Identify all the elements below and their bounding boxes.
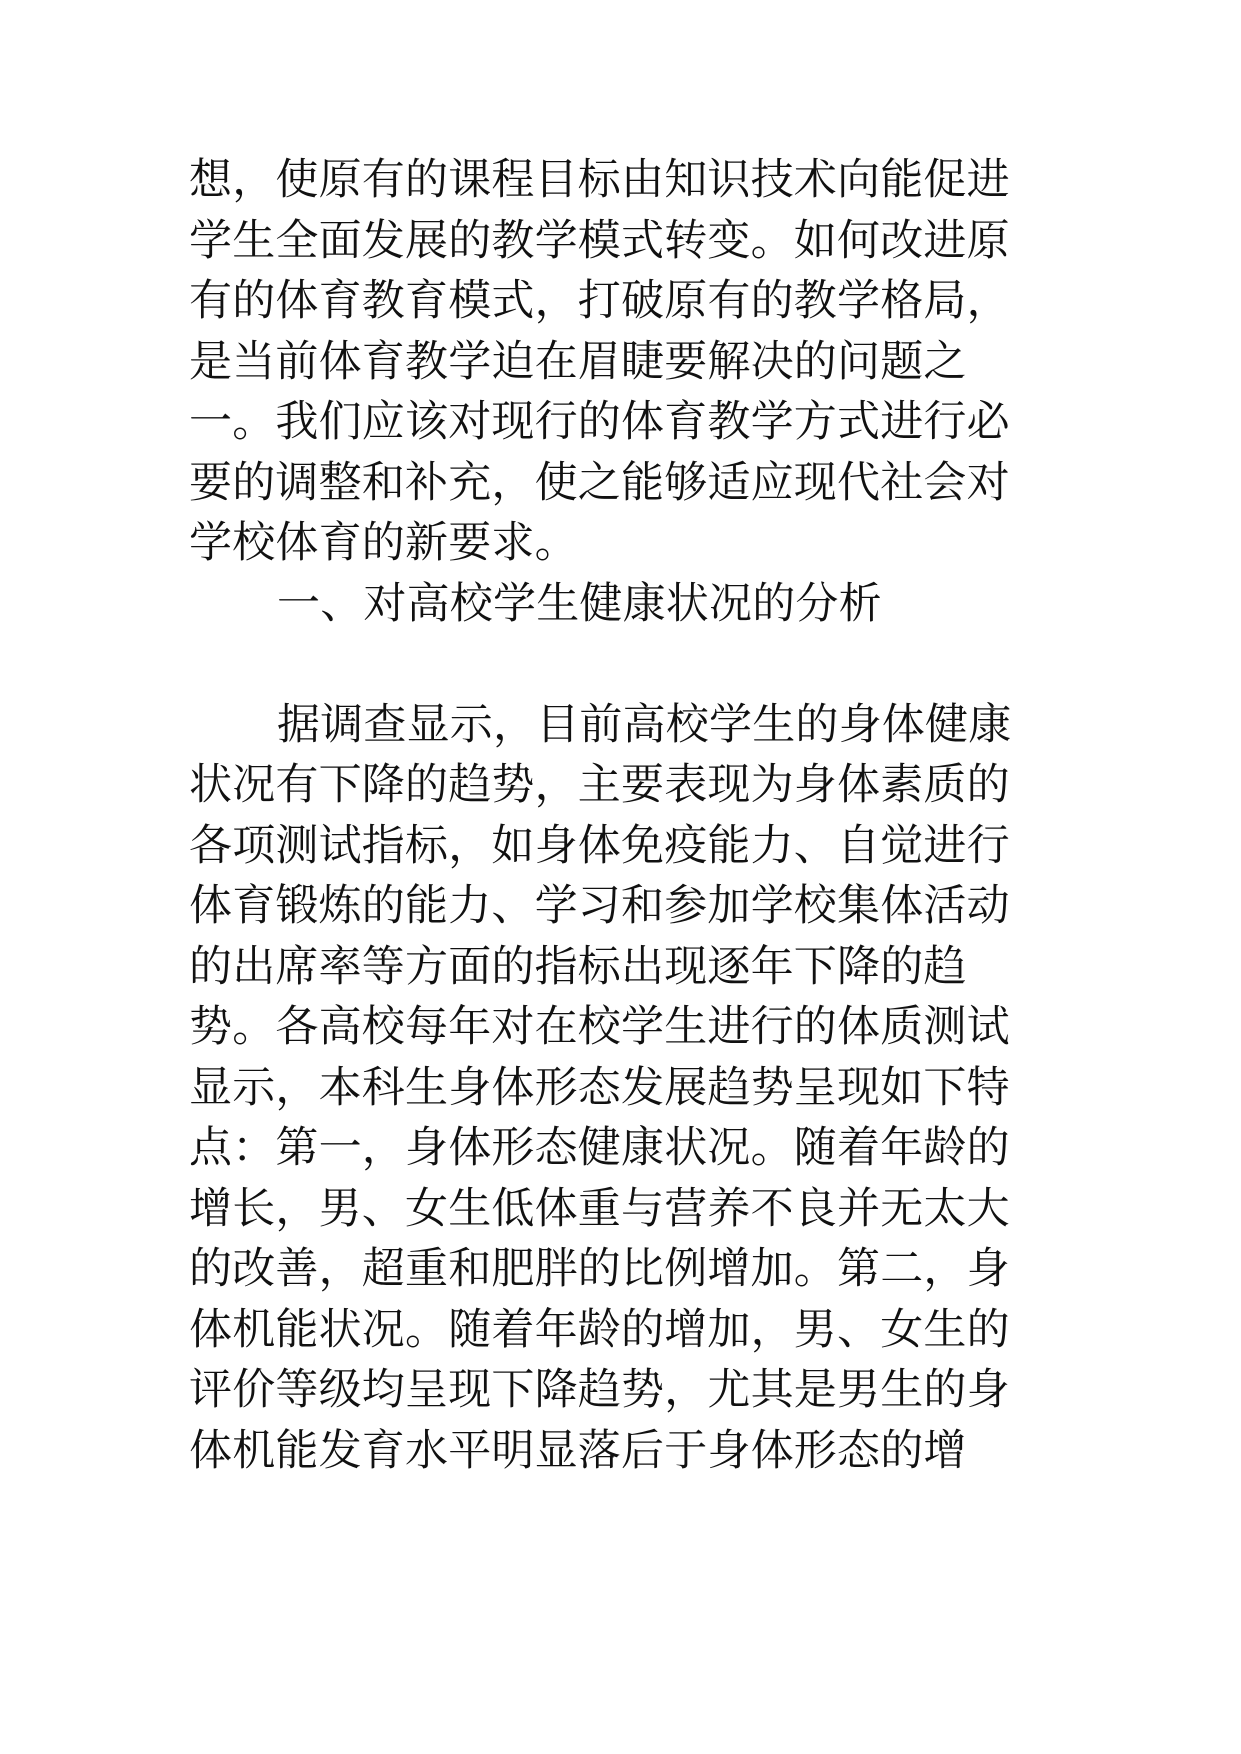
- text-line: 的出席率等方面的指标出现逐年下降的趋: [189, 941, 967, 992]
- text-line: 有的体育教育模式，打破原有的教学格局，: [189, 276, 1010, 326]
- text-line: 一。我们应该对现行的体育教学方式进行必: [189, 397, 1010, 447]
- paragraph-intro: [189, 150, 1069, 574]
- text-line: 的改善，超重和肥胖的比例增加。第二，身: [189, 1244, 1010, 1294]
- text-line: 各项测试指标，如身体免疫能力、自觉进行: [189, 820, 1010, 871]
- text-line: 想，使原有的课程目标由知识技术向能促进: [189, 155, 1010, 205]
- paragraph-health-analysis: [189, 695, 1069, 1482]
- text-line: 显示，本科生身体形态发展趋势呈现如下特: [189, 1062, 1010, 1113]
- text-line: 要的调整和补充，使之能够适应现代社会对: [189, 457, 1010, 508]
- text-line: 增长，男、女生低体重与营养不良并无太大: [189, 1183, 1010, 1234]
- text-line: 体机能状况。随着年龄的增加，男、女生的: [189, 1304, 1010, 1355]
- text-line: 点：第一，身体形态健康状况。随着年龄的: [189, 1123, 1010, 1173]
- text-line: 体育锻炼的能力、学习和参加学校集体活动: [189, 881, 1010, 931]
- text-line: 体机能发育水平明显落后于身体形态的增: [189, 1425, 967, 1476]
- text-line: 据调查显示，目前高校学生的身体健康: [277, 699, 1012, 750]
- text-line: 学校体育的新要求。: [189, 518, 578, 568]
- text-line: 状况有下降的趋势，主要表现为身体素质的: [189, 760, 1010, 810]
- text-line: 是当前体育教学迫在眉睫要解决的问题之: [189, 336, 967, 387]
- text-line: 评价等级均呈现下降趋势，尤其是男生的身: [189, 1365, 1010, 1415]
- text-line: 势。各高校每年对在校学生进行的体质测试: [189, 1002, 1010, 1052]
- section-heading: 一、对高校学生健康状况的分析: [277, 578, 882, 629]
- body-text: [189, 150, 1069, 1481]
- paragraph-spacer: [189, 634, 1069, 695]
- text-line: 学生全面发展的教学模式转变。如何改进原: [189, 215, 1010, 266]
